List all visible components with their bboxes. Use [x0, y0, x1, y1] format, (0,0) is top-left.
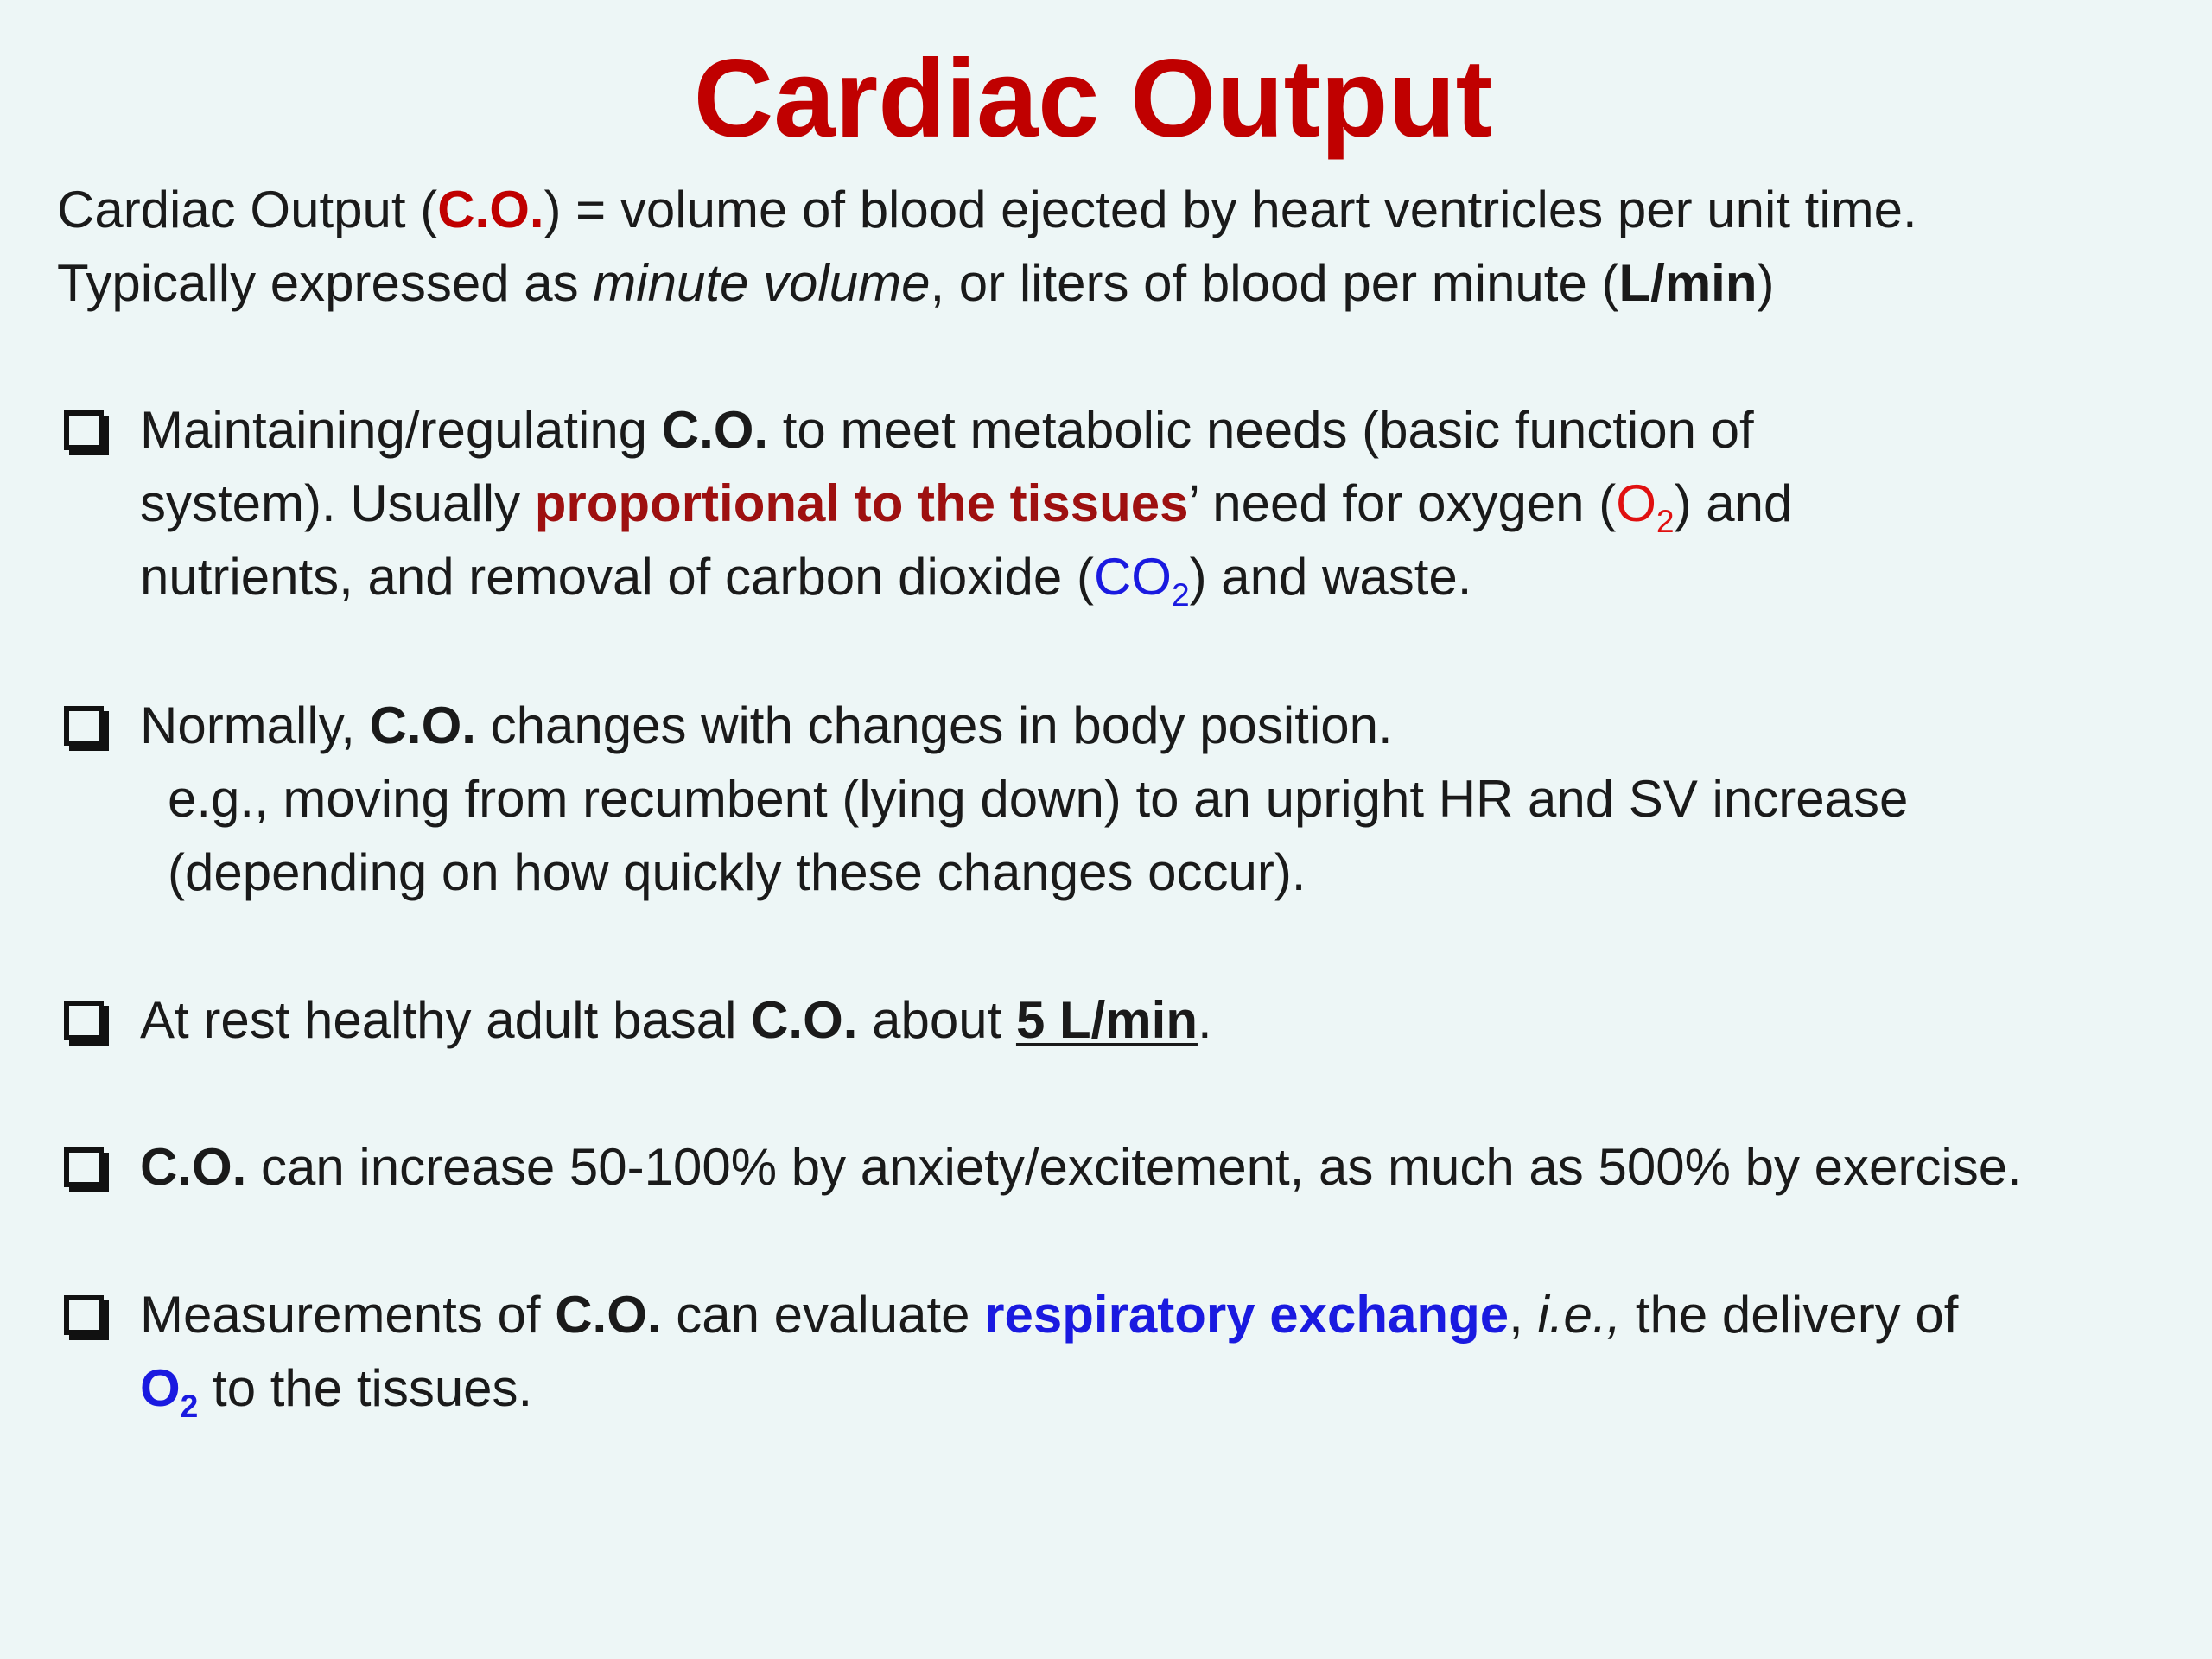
bullet-4: C.O. can increase 50-100% by anxiety/excitement, as much as 500% by exercise. [57, 1130, 2165, 1204]
bullet-5: Measurements of C.O. can evaluate respiratory exchange, i.e., the delivery of $O_2$ to the tissues. [57, 1278, 2165, 1425]
bullet-3: At rest healthy adult basal C.O. about 5 L/min. [57, 983, 2165, 1057]
bullet-1: Maintaining/regulating C.O. to meet metabolic needs (basic function of system). Usually proportional to the tissues’ need for oxygen $(O_2)$ and nutrients, and removal of carbon dioxide $(CO_2)$ and waste. [57, 393, 2165, 613]
o2-formula: $O_2$ [140, 1359, 199, 1425]
co2-formula: $CO_2$ [1093, 548, 1190, 613]
intro-definition [57, 173, 2165, 320]
checkbox-bullet-icon [64, 410, 104, 450]
checkbox-bullet-icon [64, 1147, 104, 1187]
intro-line-2: Typically expressed as minute volume, or liters of blood per minute (L/min) [57, 254, 1775, 312]
bullet-2: Normally, C.O. changes with changes in body position. e.g., moving from recumbent (lying down) to an upright HR and SV increase (depending on how quickly these changes occur). [57, 689, 2165, 909]
highlight-proportional: proportional to the tissues [534, 474, 1189, 532]
slide-title: Cardiac Output [693, 37, 1493, 161]
intro-line-1: Cardiac Output (C.O.) = volume of blood ejected by heart ventricles per unit time. [57, 181, 1917, 238]
basal-co-value: 5 L/min [1015, 991, 1198, 1049]
unit-lmin: L/min [1618, 254, 1758, 312]
checkbox-bullet-icon [64, 1001, 104, 1040]
checkbox-bullet-icon [64, 1295, 104, 1335]
o2-formula: $O_2$ [1616, 474, 1675, 540]
co-abbrev: C.O. [437, 181, 544, 238]
highlight-respiratory-exchange: respiratory exchange [984, 1286, 1510, 1344]
checkbox-bullet-icon [64, 706, 104, 746]
minute-volume-term: minute volume [593, 254, 931, 312]
